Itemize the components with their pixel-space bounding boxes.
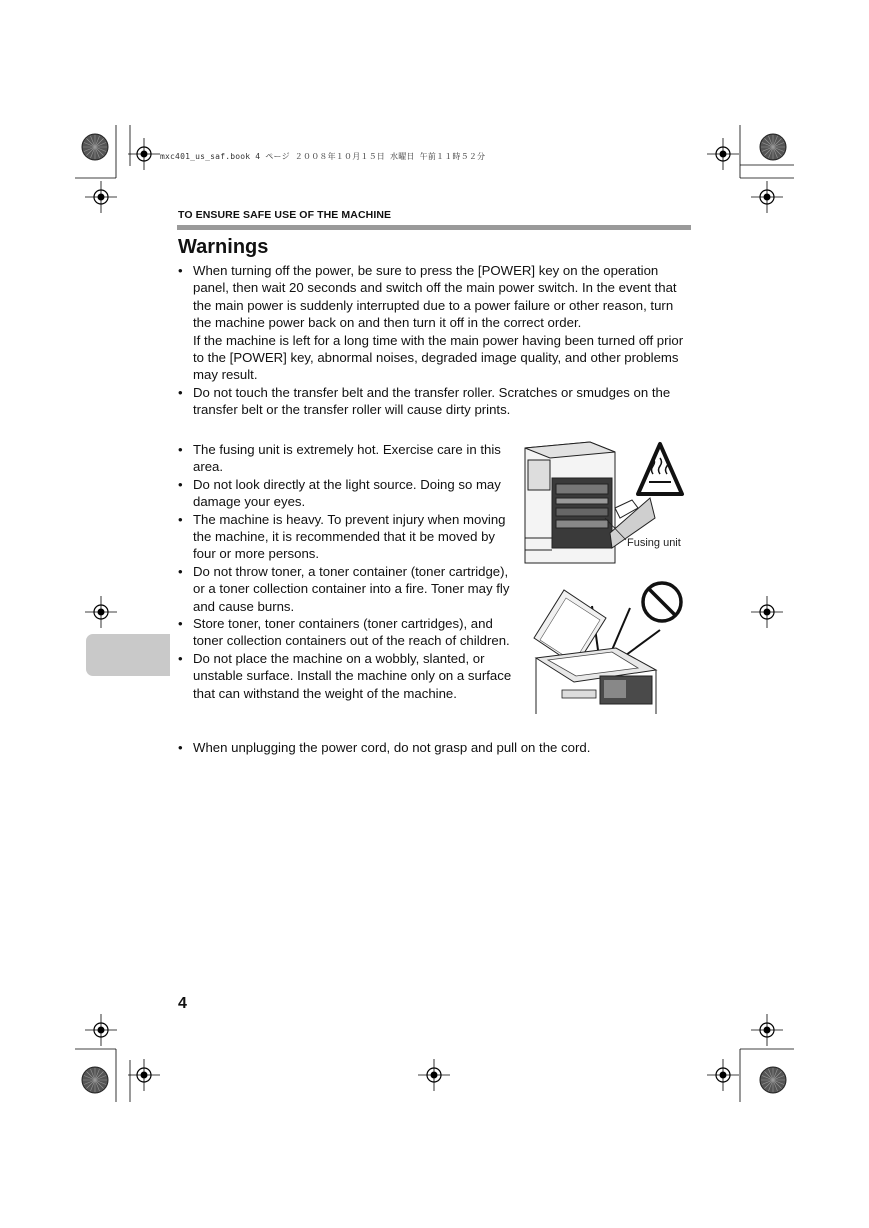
registration-mark-icon	[128, 138, 160, 170]
list-item: • Do not place the machine on a wobbly, slanted, or unstable surface. Install the machine only on a surface that can withstand the weight of the machine.	[178, 650, 513, 702]
list-item: • Do not throw toner, a toner container (toner cartridge), or a toner collection container into a fire. Toner may fly and cause burns.	[178, 563, 513, 615]
section-title: TO ENSURE SAFE USE OF THE MACHINE	[178, 209, 392, 221]
hot-surface-warning-icon	[638, 444, 682, 494]
list-item: • When unplugging the power cord, do not grasp and pull on the cord.	[178, 739, 690, 756]
list-item-text: • Do not touch the transfer belt and the transfer roller. Scratches or smudges on the transfer belt or the transfer roller will cause dirty prints.	[193, 384, 671, 418]
page-heading: Warnings	[178, 236, 269, 258]
registration-mark-icon	[85, 1014, 117, 1046]
list-item: • The fusing unit is extremely hot. Exercise care in this area.	[178, 441, 513, 476]
registration-burst-bottom-left	[82, 1067, 108, 1093]
registration-burst-top-right	[760, 134, 786, 160]
figure-label-fusing-unit: Fusing unit	[627, 537, 681, 549]
section-rule	[177, 225, 691, 230]
list-item	[178, 262, 690, 384]
warning-list-bottom	[178, 739, 690, 756]
registration-burst-top-left	[82, 134, 108, 160]
prohibition-icon	[643, 583, 681, 621]
registration-mark-icon	[707, 1059, 739, 1091]
registration-mark-icon	[751, 181, 783, 213]
scanner-light-illustration	[526, 578, 686, 716]
warning-list-top	[178, 262, 690, 419]
list-item-text: • When turning off the power, be sure to press the [POWER] key on the operation panel, then wait 20 seconds and switch off the main power switch. In the event that the main power is suddenly interrupted due to a power failure or other reason, turn the machine power back on and then turn it off in the correct order.	[193, 263, 677, 331]
registration-mark-icon	[751, 596, 783, 628]
list-item-text: If the machine is left for a long time with the main power having been turned off prior to the [POWER] key, abnormal noises, degraded image quality, and other problems may result.	[193, 332, 684, 383]
chapter-side-tab	[86, 634, 170, 676]
list-item	[178, 384, 690, 419]
registration-mark-icon	[85, 596, 117, 628]
registration-burst-bottom-right	[760, 1067, 786, 1093]
print-header: mxc401_us_saf.book 4 ページ ２００８年１０月１５日 水曜日 午前１１時５２分	[160, 152, 486, 161]
registration-mark-icon	[128, 1059, 160, 1091]
list-item: • The machine is heavy. To prevent injury when moving the machine, it is recommended that it be moved by four or more persons.	[178, 511, 513, 563]
warning-list-middle	[178, 441, 513, 702]
registration-mark-icon	[707, 138, 739, 170]
list-item: • Do not look directly at the light source. Doing so may damage your eyes.	[178, 476, 513, 511]
page-number: 4	[178, 995, 187, 1012]
registration-mark-icon	[418, 1059, 450, 1091]
registration-mark-icon	[85, 181, 117, 213]
list-item: • Store toner, toner containers (toner cartridges), and toner collection containers out of the reach of children.	[178, 615, 513, 650]
registration-mark-icon	[751, 1014, 783, 1046]
